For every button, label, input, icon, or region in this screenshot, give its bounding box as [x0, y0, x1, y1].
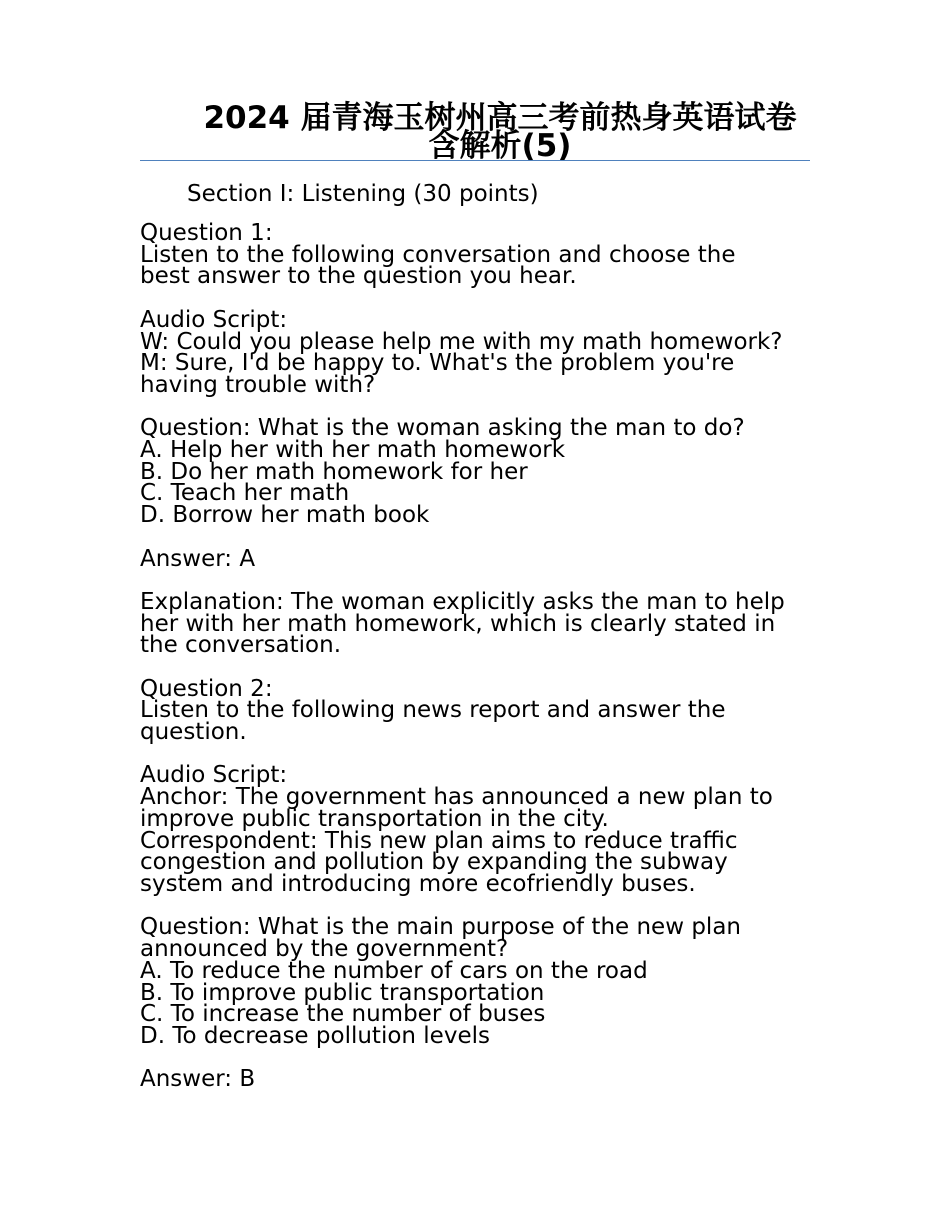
question-1-choices — [140, 415, 810, 529]
option-c: C. Teach her math — [140, 480, 350, 507]
title-divider — [140, 160, 810, 161]
question-1-text: Question: What is the woman asking the man to do? — [140, 415, 745, 442]
script-line: having trouble with? — [140, 371, 376, 398]
section-heading: Section I: Listening (30 points) — [187, 181, 539, 207]
script-line: Anchor: The government has announced a new plan to — [140, 784, 773, 811]
document-title: 2024 届青海玉树州高三考前热身英语试卷含解析(5) — [203, 100, 797, 164]
script-line: W: Could you please help me with my math homework? — [140, 328, 783, 355]
option-b: B. Do her math homework for her — [140, 458, 528, 485]
answer-text: Answer: B — [140, 1066, 256, 1093]
question-1-heading: Question 1: — [140, 220, 273, 246]
script-line: Correspondent: This new plan aims to reduce traffic — [140, 827, 738, 854]
question-2-prompt — [140, 675, 810, 746]
option-c: C. To increase the number of buses — [140, 1001, 546, 1028]
audio-script-label: Audio Script: — [140, 762, 288, 789]
question-2-choices — [140, 914, 810, 1049]
question-2-answer — [140, 1066, 810, 1093]
option-d: D. Borrow her math book — [140, 502, 430, 529]
option-a: A. To reduce the number of cars on the road — [140, 957, 648, 984]
script-line: congestion and pollution by expanding the subway — [140, 849, 728, 876]
explanation-line: the conversation. — [140, 632, 342, 659]
script-line: system and introducing more ecofriendly buses. — [140, 871, 696, 897]
document-body — [140, 220, 810, 1113]
question-1-prompt — [140, 220, 810, 290]
question-1-audio-script — [140, 306, 810, 398]
option-a: A. Help her with her math homework — [140, 437, 566, 463]
option-b: B. To improve public transportation — [140, 979, 545, 1006]
script-line: M: Sure, I'd be happy to. What's the problem you're — [140, 350, 735, 377]
question-2-instruction-line: question. — [140, 719, 247, 746]
question-2-text: Question: What is the main purpose of the new plan — [140, 914, 741, 941]
question-2-heading: Question 2: — [140, 675, 273, 702]
question-1-instruction-line: best answer to the question you hear. — [140, 263, 577, 290]
answer-text: Answer: A — [140, 545, 256, 572]
question-1-instruction-line: Listen to the following conversation and choose the — [140, 241, 736, 268]
audio-script-label: Audio Script: — [140, 306, 288, 333]
explanation-line: Explanation: The woman explicitly asks the man to help — [140, 588, 785, 615]
script-line: improve public transportation in the city. — [140, 805, 609, 832]
question-2-text: announced by the government? — [140, 936, 509, 963]
explanation-line: her with her math homework, which is clearly stated in — [140, 610, 776, 637]
question-2-instruction-line: Listen to the following news report and answer the — [140, 697, 726, 724]
option-d: D. To decrease pollution levels — [140, 1022, 490, 1049]
question-1-explanation — [140, 588, 810, 659]
question-1-answer — [140, 545, 810, 572]
question-2-audio-script — [140, 762, 810, 897]
